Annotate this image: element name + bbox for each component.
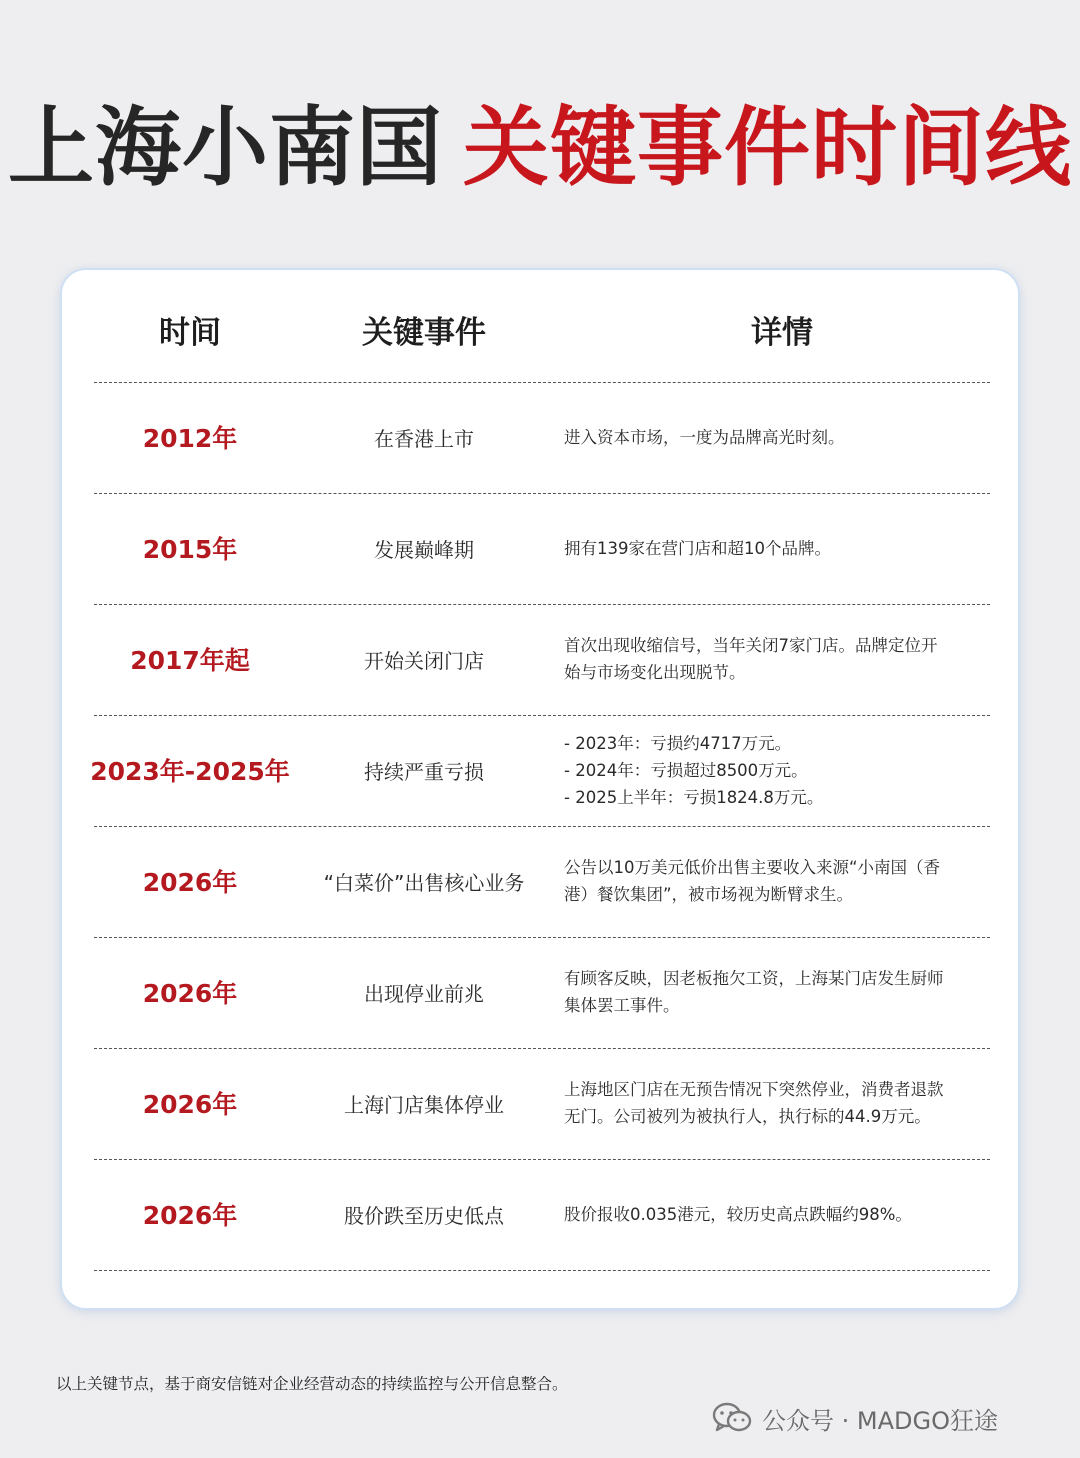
header-detail: 详情: [751, 315, 813, 351]
row-detail: [564, 382, 996, 492]
row-time: 2017年起: [130, 646, 250, 675]
title-red-part: 关键事件时间线: [463, 97, 1072, 198]
row-time: 2026年: [142, 1090, 238, 1119]
row-divider: [94, 1270, 990, 1271]
table-row: [62, 493, 1018, 603]
detail-line: 始与市场变化出现脱节。: [564, 663, 746, 682]
table-header: [62, 298, 1018, 368]
header-time: 时间: [159, 315, 221, 351]
footnote: 以上关键节点，基于商安信链对企业经营动态的持续监控与公开信息整合。: [56, 1375, 568, 1393]
row-event: 发展巅峰期: [374, 537, 474, 562]
row-detail: [564, 1048, 996, 1158]
detail-line: - 2023年：亏损约4717万元。: [564, 733, 792, 753]
table-row: [62, 826, 1018, 936]
detail-line: 港）餐饮集团”，被市场视为断臂求生。: [564, 885, 854, 904]
row-event: 开始关闭门店: [364, 648, 484, 673]
title-black-part: 上海小南国: [8, 97, 443, 198]
detail-line: 股价报收0.035港元，较历史高点跌幅约98%。: [564, 1204, 912, 1224]
row-event: 股价跌至历史低点: [344, 1203, 504, 1228]
detail-line: - 2025上半年：亏损1824.8万元。: [564, 787, 824, 807]
detail-line: 首次出现收缩信号，当年关闭7家门店。品牌定位开: [564, 636, 938, 655]
row-time: 2012年: [142, 424, 238, 453]
detail-line: 拥有139家在营门店和超10个品牌。: [564, 538, 831, 558]
detail-line: 有顾客反映，因老板拖欠工资，上海某门店发生厨师: [564, 969, 944, 988]
table-row: [62, 1159, 1018, 1269]
detail-line: 集体罢工事件。: [564, 996, 680, 1015]
row-detail: [564, 715, 996, 825]
timeline-card: [60, 268, 1020, 1310]
watermark-text: 公众号 · MADGO狂途: [762, 1406, 998, 1435]
detail-line: 无门。公司被列为被执行人，执行标的44.9万元。: [564, 1107, 931, 1126]
table-row: [62, 937, 1018, 1047]
detail-line: - 2024年：亏损超过8500万元。: [564, 760, 808, 780]
row-detail: [564, 604, 996, 714]
row-time: 2026年: [142, 1201, 238, 1230]
row-detail: [564, 826, 996, 936]
row-detail: [564, 937, 996, 1047]
table-row: [62, 715, 1018, 825]
page-title: [0, 88, 1080, 208]
watermark: [712, 1398, 998, 1438]
table-row: [62, 1048, 1018, 1158]
row-time: 2015年: [142, 535, 238, 564]
table-row: [62, 604, 1018, 714]
row-time: 2026年: [142, 868, 238, 897]
wechat-icon: [712, 1402, 752, 1434]
row-event: 在香港上市: [374, 426, 474, 451]
header-event: 关键事件: [362, 315, 486, 351]
detail-line: 进入资本市场，一度为品牌高光时刻。: [564, 427, 845, 447]
row-event: 出现停业前兆: [364, 981, 484, 1006]
row-time: 2026年: [142, 979, 238, 1008]
detail-line: 上海地区门店在无预告情况下突然停业，消费者退款: [564, 1080, 944, 1099]
row-detail: [564, 1159, 996, 1269]
row-event: 持续严重亏损: [364, 759, 484, 784]
row-event: 上海门店集体停业: [344, 1092, 504, 1117]
detail-line: 公告以10万美元低价出售主要收入来源“小南国（香: [564, 858, 941, 877]
row-detail: [564, 493, 996, 603]
row-time: 2023年-2025年: [90, 757, 290, 786]
row-event: “白菜价”出售核心业务: [323, 870, 525, 895]
table-row: [62, 382, 1018, 492]
